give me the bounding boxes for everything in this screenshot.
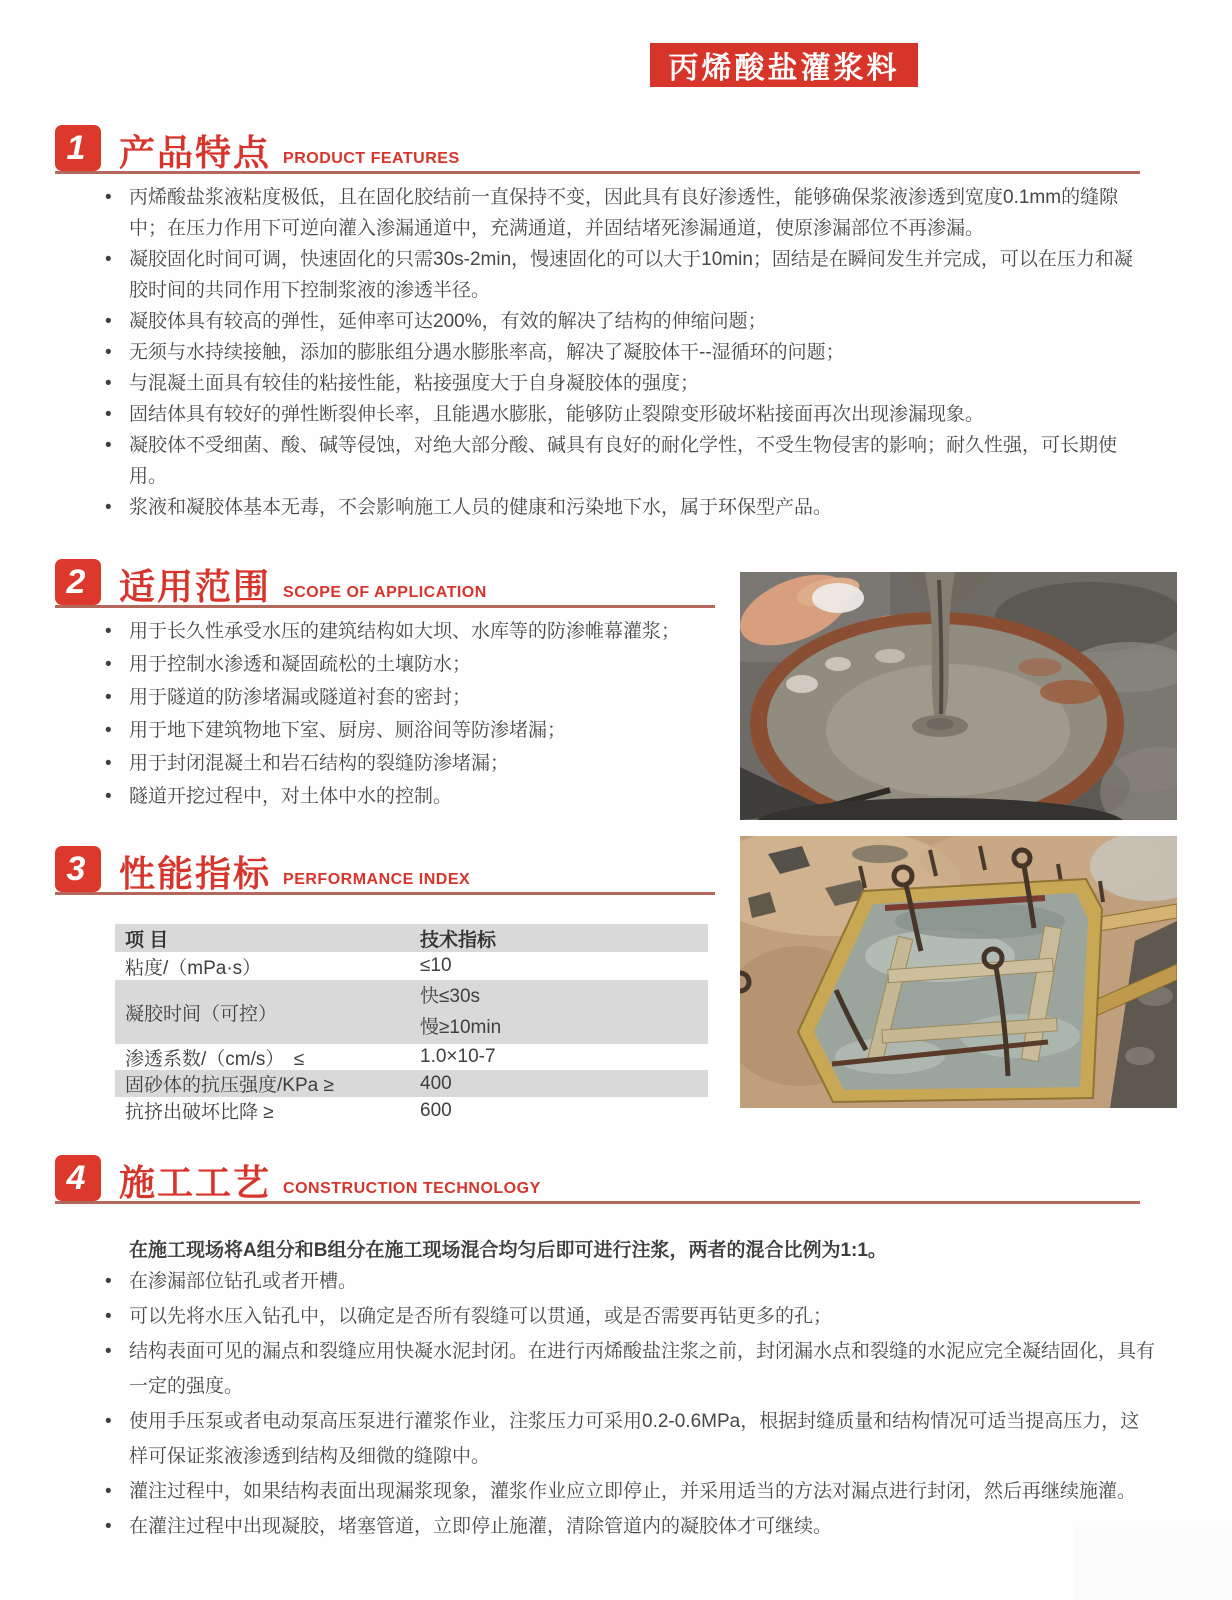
table-row bbox=[115, 1097, 708, 1124]
table-cell-value: ≤10 bbox=[420, 955, 452, 976]
table-header-item: 项 目 bbox=[125, 929, 169, 951]
bullet-item: • 结构表面可见的漏点和裂缝应用快凝水泥封闭。在进行丙烯酸盐注浆之前，封闭漏水点和裂缝的水泥应完全凝结固化，具有一定的强度。 bbox=[95, 1334, 1157, 1404]
section2-subtitle: SCOPE OF APPLICATION bbox=[283, 584, 487, 601]
section4-number-badge bbox=[55, 1155, 101, 1201]
table-row bbox=[115, 952, 708, 980]
section3-number-badge bbox=[55, 846, 101, 892]
table-cell-item: 渗透系数/（cm/s） ≤ bbox=[125, 1048, 305, 1070]
bullet-item: • 浆液和凝胶体基本无毒，不会影响施工人员的健康和污染地下水，属于环保型产品。 bbox=[95, 492, 1143, 523]
bullet-item: • 凝胶体不受细菌、酸、碱等侵蚀，对绝大部分酸、碱具有良好的耐化学性，不受生物侵害的影响；耐久性强，可长期使用。 bbox=[95, 430, 1143, 492]
section3-number: 3 bbox=[66, 850, 86, 888]
bullet-item: • 可以先将水压入钻孔中，以确定是否所有裂缝可以贯通，或是否需要再钻更多的孔； bbox=[95, 1299, 1157, 1334]
bullet-item: • 用于隧道的防渗堵漏或隧道衬套的密封； bbox=[95, 681, 735, 714]
bullet-item: • 与混凝土面具有较佳的粘接性能，粘接强度大于自身凝胶体的强度； bbox=[95, 368, 1143, 399]
table-cell-value: 600 bbox=[420, 1099, 452, 1121]
section4-number: 4 bbox=[66, 1159, 86, 1197]
bullet-item: • 丙烯酸盐浆液粘度极低，且在固化胶结前一直保持不变，因此具有良好渗透性，能够确保浆液渗透到宽度0.1mm的缝隙中；在压力作用下可逆向灌入渗漏通道中，充满通道，并固结堵死渗漏通道，使原渗漏部位不再渗漏。 bbox=[95, 182, 1143, 244]
section1-header bbox=[55, 122, 1140, 174]
formwork-grouting-photo bbox=[740, 836, 1177, 1108]
table-header-row bbox=[115, 924, 708, 952]
bullet-item: • 固结体具有较好的弹性断裂伸长率，且能遇水膨胀，能够防止裂隙变形破坏粘接面再次出现渗漏现象。 bbox=[95, 399, 1143, 430]
grout-mixing-photo bbox=[740, 572, 1177, 820]
bullet-item: • 隧道开挖过程中，对土体中水的控制。 bbox=[95, 780, 735, 813]
bullet-item: • 无须与水持续接触，添加的膨胀组分遇水膨胀率高，解决了凝胶体干--湿循环的问题； bbox=[95, 337, 1143, 368]
table-row bbox=[115, 980, 708, 1044]
gel-time-slow: 慢≥10min bbox=[420, 1017, 502, 1038]
table-cell-item: 凝胶时间（可控） bbox=[125, 1003, 278, 1025]
section3-subtitle: PERFORMANCE INDEX bbox=[283, 871, 471, 888]
bullet-item: • 用于地下建筑物地下室、厨房、厕浴间等防渗堵漏； bbox=[95, 714, 735, 747]
section2-header bbox=[55, 556, 715, 608]
bullet-item: • 凝胶固化时间可调，快速固化的只需30s-2min，慢速固化的可以大于10min；固结是在瞬间发生并完成，可以在压力和凝胶时间的共同作用下控制浆液的渗透半径。 bbox=[95, 244, 1143, 306]
faint-watermark-patch bbox=[1075, 1527, 1232, 1600]
section4-intro: 在施工现场将A组分和B组分在施工现场混合均匀后即可进行注浆，两者的混合比例为1:1。 bbox=[129, 1240, 887, 1261]
bullet-item: • 用于长久性承受水压的建筑结构如大坝、水库等的防渗帷幕灌浆； bbox=[95, 615, 735, 648]
bullet-item: • 用于控制水渗透和凝固疏松的土壤防水； bbox=[95, 648, 735, 681]
table-cell-item: 固砂体的抗压强度/KPa ≥ bbox=[125, 1075, 334, 1096]
section2-title: 适用范围 bbox=[119, 566, 272, 607]
bullet-item: • 凝胶体具有较高的弹性，延伸率可达200%，有效的解决了结构的伸缩问题； bbox=[95, 306, 1143, 337]
section2-number: 2 bbox=[66, 563, 86, 601]
section3-title: 性能指标 bbox=[119, 853, 272, 894]
bullet-item: • 灌注过程中，如果结构表面出现漏浆现象，灌浆作业应立即停止，并采用适当的方法对漏点进行封闭，然后再继续施灌。 bbox=[95, 1474, 1157, 1509]
table-row bbox=[115, 1070, 708, 1097]
bullet-item: • 在灌注过程中出现凝胶，堵塞管道，立即停止施灌，清除管道内的凝胶体才可继续。 bbox=[95, 1509, 1157, 1544]
section4-subtitle: CONSTRUCTION TECHNOLOGY bbox=[283, 1180, 541, 1197]
section2-number-badge bbox=[55, 559, 101, 605]
product-title-banner: 丙烯酸盐灌浆料 bbox=[650, 43, 918, 87]
table-row bbox=[115, 1044, 708, 1070]
performance-index-table bbox=[115, 924, 708, 1124]
table-cell-value: 400 bbox=[420, 1072, 452, 1094]
table-header-value: 技术指标 bbox=[420, 929, 497, 951]
table-cell-item: 抗挤出破坏比降 ≥ bbox=[125, 1102, 274, 1123]
section1-subtitle: PRODUCT FEATURES bbox=[283, 150, 460, 167]
section4-bullet-list bbox=[95, 1264, 1157, 1544]
section1-title: 产品特点 bbox=[119, 132, 272, 173]
bullet-item: • 在渗漏部位钻孔或者开槽。 bbox=[95, 1264, 1157, 1299]
table-cell-value bbox=[420, 981, 708, 1043]
section4-title: 施工工艺 bbox=[119, 1162, 272, 1203]
section3-header bbox=[55, 843, 715, 895]
bullet-item: • 使用手压泵或者电动泵高压泵进行灌浆作业，注浆压力可采用0.2-0.6MPa，根据封缝质量和结构情况可适当提高压力，这样可保证浆液渗透到结构及细微的缝隙中。 bbox=[95, 1404, 1157, 1474]
section1-number-badge bbox=[55, 125, 101, 171]
table-cell-item: 粘度/（mPa·s） bbox=[125, 957, 262, 979]
section2-bullet-list bbox=[95, 615, 735, 813]
gel-time-fast: 快≤30s bbox=[420, 986, 481, 1007]
section1-number: 1 bbox=[66, 129, 86, 167]
section4-header bbox=[55, 1152, 1140, 1204]
table-cell-value: 1.0×10-7 bbox=[420, 1046, 496, 1067]
bullet-item: • 用于封闭混凝土和岩石结构的裂缝防渗堵漏； bbox=[95, 747, 735, 780]
section1-bullet-list bbox=[95, 182, 1143, 523]
